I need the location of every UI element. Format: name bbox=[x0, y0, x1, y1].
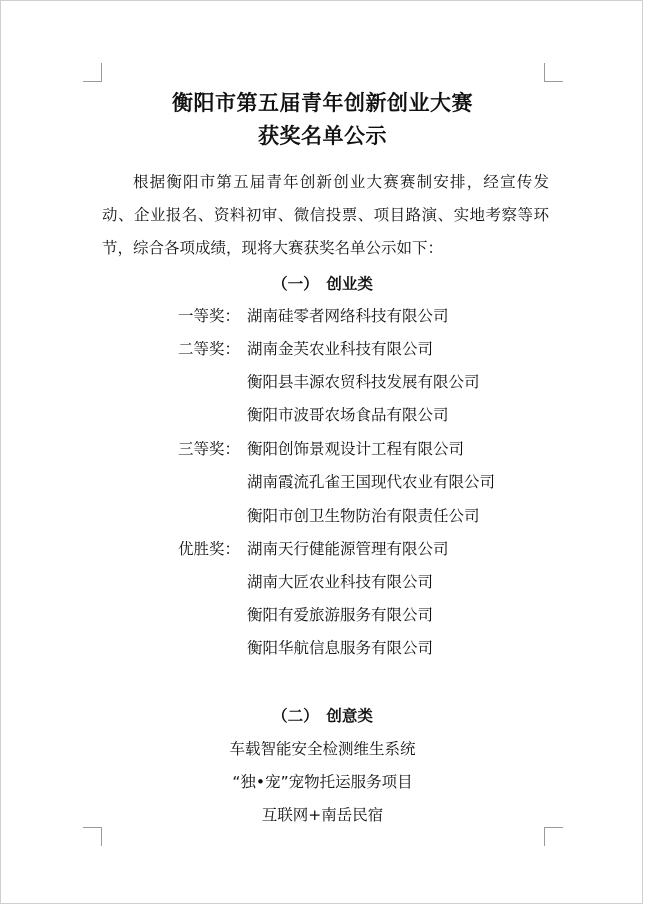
award-company: 湖南硅零者网络科技有限公司 bbox=[247, 307, 449, 325]
award-company: 湖南大匠农业科技有限公司 bbox=[247, 573, 434, 591]
award-company: 衡阳县丰源农贸科技发展有限公司 bbox=[247, 373, 480, 391]
section-heading-creative: （二） 创意类 bbox=[272, 707, 373, 725]
crop-mark-top-left bbox=[83, 63, 102, 82]
award-company: 衡阳市波哥农场食品有限公司 bbox=[247, 406, 449, 424]
award-company: 衡阳市创卫生物防治有限责任公司 bbox=[247, 507, 480, 525]
award-label-first: 一等奖： bbox=[178, 307, 241, 325]
crop-mark-bottom-right bbox=[544, 827, 563, 846]
award-company: 衡阳华航信息服务有限公司 bbox=[247, 639, 434, 657]
section-heading-entrepreneurship: （一） 创业类 bbox=[272, 275, 373, 293]
award-company: 湖南霞流孔雀王国现代农业有限公司 bbox=[247, 473, 496, 491]
award-label-second: 二等奖： bbox=[178, 340, 241, 358]
crop-mark-bottom-left bbox=[83, 827, 102, 846]
document-subtitle: 获奖名单公示 bbox=[258, 123, 387, 148]
creative-project: 互联网+南岳民宿 bbox=[261, 806, 384, 824]
award-label-merit: 优胜奖： bbox=[178, 540, 241, 558]
document-title: 衡阳市第五届青年创新创业大赛 bbox=[172, 90, 473, 115]
award-company: 衡阳有爱旅游服务有限公司 bbox=[247, 606, 434, 624]
award-company: 湖南金芙农业科技有限公司 bbox=[247, 340, 434, 358]
creative-project: “独•宠”宠物托运服务项目 bbox=[232, 773, 413, 791]
crop-mark-top-right bbox=[544, 63, 563, 82]
creative-project: 车载智能安全检测维生系统 bbox=[229, 740, 416, 758]
award-label-third: 三等奖： bbox=[178, 440, 241, 458]
award-company: 衡阳创饰景观设计工程有限公司 bbox=[247, 440, 465, 458]
intro-paragraph: 根据衡阳市第五届青年创新创业大赛赛制安排，经宣传发动、企业报名、资料初审、微信投票、项目路演、实地考察等环节，综合各项成绩，现将大赛获奖名单公示如下： bbox=[102, 173, 549, 257]
award-company: 湖南天行健能源管理有限公司 bbox=[247, 540, 449, 558]
